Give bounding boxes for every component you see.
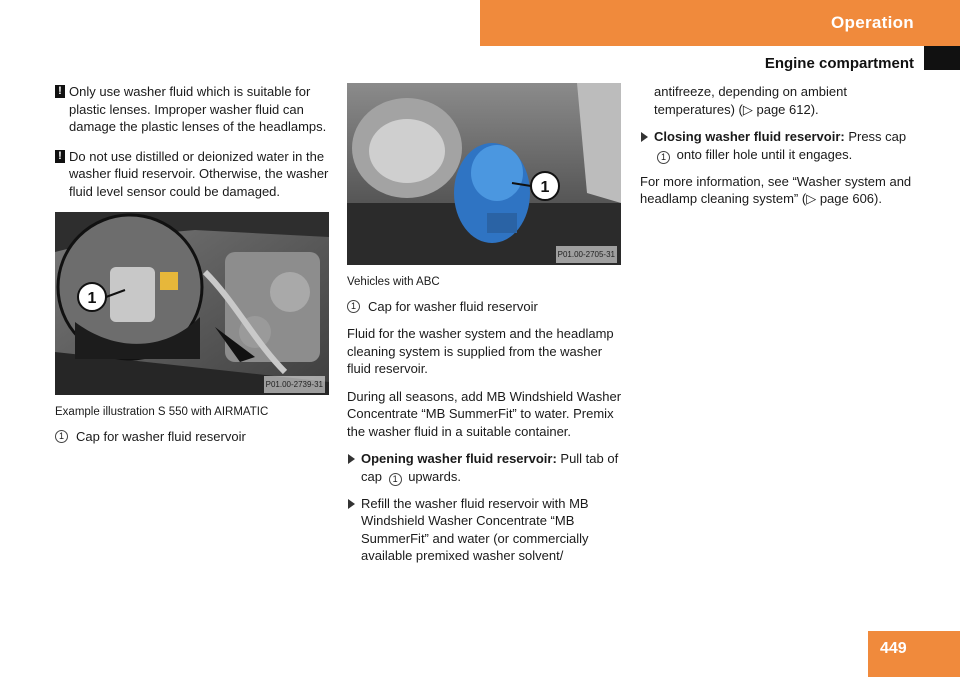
figure2-legend (347, 298, 623, 316)
step-arrow-icon (641, 132, 648, 142)
step-refill (347, 495, 623, 565)
figure2-legend-text: Cap for washer fluid reservoir (368, 298, 538, 314)
paragraph-premix: During all seasons, add MB Windshield Washer Concentrate “MB SummerFit” to water. Premix the washer fluid in a suitable container. (347, 388, 622, 439)
warning-icon: ! (55, 150, 65, 163)
page-ref-arrow-icon: ▷ (806, 191, 817, 206)
figure2-code: P01.00-2705-31 (556, 246, 617, 264)
column-middle (347, 83, 623, 574)
step-arrow-icon (348, 499, 355, 509)
page-ref-612[interactable]: page 612). (752, 101, 819, 117)
step-open-text-a: Pull tab of cap (361, 451, 619, 484)
step-open-title: Opening washer fluid reservoir: (361, 451, 557, 466)
paragraph-fluid-supply: Fluid for the washer system and the headlamp cleaning system is supplied from the washer fluid reservoir. (347, 326, 614, 376)
inline-number-icon: 1 (389, 473, 402, 486)
step-refill-continued (640, 83, 918, 118)
step-close-reservoir (640, 128, 918, 164)
figure1-code: P01.00-2739-31 (264, 376, 325, 394)
column-left (55, 83, 331, 455)
reservoir-illustration (347, 83, 621, 265)
figure1-legend-text: Cap for washer fluid reservoir (76, 428, 246, 444)
warning-2 (55, 148, 331, 201)
engine-bay-illustration (55, 212, 329, 395)
figure2-caption: Vehicles with ABC (347, 276, 440, 288)
warning-1-text: Only use washer fluid which is suitable for plastic lenses. Improper washer fluid can damage the plastic lenses of the headlamps. (69, 84, 327, 134)
header-tab-marker (924, 46, 960, 70)
reservoir-photo (347, 83, 621, 265)
step-close-title: Closing washer fluid reservoir: (654, 129, 845, 144)
figure1-caption: Example illustration S 550 with AIRMATIC (55, 406, 269, 418)
figure1-legend (55, 428, 331, 446)
step-refill-text-b: antifreeze, depending on ambient temperatures) ( (654, 84, 847, 117)
inline-number-icon: 1 (657, 151, 670, 164)
subsection-title: Engine compartment (764, 55, 914, 72)
step-open-text-b: upwards. (404, 468, 461, 484)
column-right (640, 83, 918, 218)
step-close-text-b: onto filler hole until it engages. (673, 146, 853, 162)
warning-1 (55, 83, 331, 136)
step-open-reservoir (347, 450, 623, 486)
paragraph-more-info (640, 173, 918, 208)
page-number: 449 (880, 640, 907, 657)
more-info-text-a: For more information, see “Washer system and headlamp cleaning system” ( (640, 173, 912, 206)
figure1-callout: 1 (87, 290, 97, 307)
section-title: Operation (831, 13, 914, 32)
warning-2-text: Do not use distilled or deionized water in the washer fluid reservoir. Otherwise, the washer fluid level sensor could be damaged. (69, 148, 329, 199)
legend-number-icon: 1 (55, 430, 68, 443)
step-arrow-icon (348, 454, 355, 464)
step-close-text-a: Press cap (844, 129, 907, 144)
page-ref-606[interactable]: page 606). (816, 191, 882, 206)
figure2-callout: 1 (540, 179, 550, 196)
warning-icon: ! (55, 85, 65, 98)
page-ref-arrow-icon: ▷ (742, 101, 753, 117)
step-refill-text: Refill the washer fluid reservoir with MB Windshield Washer Concentrate “MB SummerFit” and water (or commercially available premixed washer solvent/ (361, 495, 589, 563)
engine-bay-photo (55, 212, 329, 395)
legend-number-icon: 1 (347, 300, 360, 313)
